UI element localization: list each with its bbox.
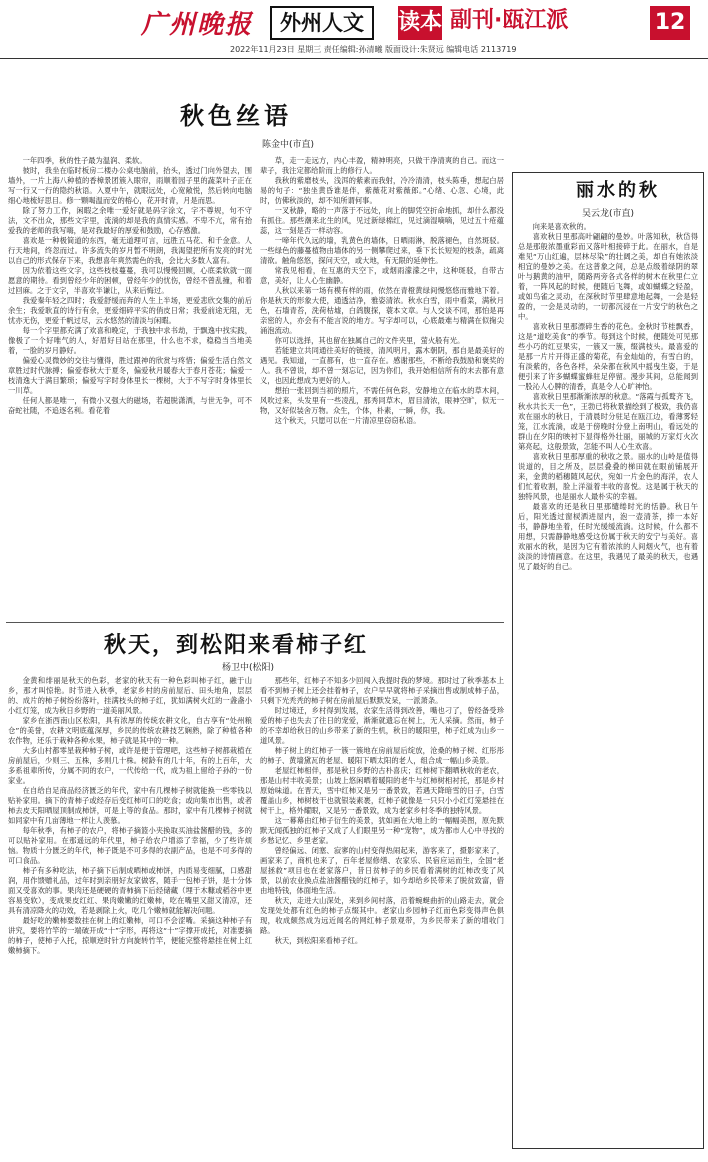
paragraph: 喜欢是一种极简道的东西，毫无道理可言，远胜五马花、和千金意。人行天地间，终忽而过。许多流失的岁月暂不明朗，我渴望把所有发亮的时光以自己的形式保存下来，我想喜年爽然需色的我，会比大多数人富有。 [8, 236, 252, 265]
article1-byline: 陈金中(市直) [262, 140, 315, 150]
article2-column-1 [8, 676, 252, 1154]
paragraph: 除了努力工作，闲暇之余唯一爱好就是码字涂文，字不尊规，句不守法，文不出众，那些文字里，流淌的却是我的真情实感。不卑不亢，常有抬爱我的老师的我写嗨，是对我最好的厚爱和鼓励，心存感激。 [8, 206, 252, 235]
paragraph: 大多山村都零星栽种柿子树，或许是便于管理吧，这些柿子树都栽植在房前屋后，少则三、五株，多则几十株。树龄有的几十年，有的上百年，大多系祖辈所传，分属不同的农户，一代传给一代，成为祖上留给子孙的一份家业。 [8, 746, 252, 785]
paragraph: 老屋红柿相伴，那是秋日乡野的古朴喜庆；红柿树下翻晒秋收的老农，那是山村丰收美景；山坡上悠闲晒着暖阳的老牛与红柿树相衬托，那是乡村原始味道。在晋天，雪中红柿又是另一番景致，若遇天降暗雪的日子，白雪覆盖山乡，柿树枝干也就银装素裹，红柿子就像是一只只小小红灯笼悬挂在树干上，格外耀眼，又是另一番景致，成为老家乡村冬季的独特风景。 [260, 766, 504, 815]
paragraph: 喜欢秋日里那厚重的秋收之景。丽水的山岭是值得说道的，目之所及，层层叠叠的梯田就在眼前铺展开来，金黄的稻穗随风起伏，宛如一片金色的海洋，农人们忙着收割，脸上洋溢着丰收的喜悦。这是属于秋天的独特风景，也是丽水人最朴实的幸福。 [518, 452, 698, 501]
newspaper-brand: 广州晚报 [141, 10, 254, 40]
paragraph: 彼时，我坐在临时板房二楼办公桌电脑前，抬头，透过门向外望去，围墙外，一片上海八种植的香樟景团簇入眼帘，雨顺着园子里的蔬菜叶子正在写一行又一行的隐约秋语。入夏中午，就眼远处，心宽敞悦，然后转向电脑细心地梳好思目。修一颗喝温而安的榕心，花开时青，月是而思。 [8, 166, 252, 205]
paragraph: 偏爱心灵微妙的交往与懂得，胜过跟神的欣赏与疼惜；偏爱生活白然文章胜过时代脉搏；偏爱春秋大于夏冬，偏爱秋月暖春大于春月苍花；偏爱一枝清逸大于满目繁琐；偏爱写字时身体里长一棵树，大于不写字时身体里长一川草。 [8, 356, 252, 395]
paragraph: 秋天，到松阳来看柿子红。 [274, 936, 363, 945]
paragraph: 最喜欢的还是秋日里那缱绻时光的恬静。秋日午后，阳光透过窗棂洒进屋内，泡一壶清茶，捧一本好书，静静地坐着，任时光缓缓流淌。这时候，什么都不用想，只需静静地感受这份属于秋天的安宁与美好。喜欢丽水的秋，是因为它有着浓浓的人间烟火气，也有着淡淡的诗情画意。在这里，我遇见了最美的秋天，也遇见了最好的自己。 [518, 502, 698, 571]
paragraph: 我秋的紫磨枝头，浅洱的紫素而我射，冷冷清清，枝头陈垂，想起白居易的句子：“独坐黄昏谁是伴，紫薇花对紫薇郎。”心绪、心忽、心境，此时，仿佛秋淡的，却不知所谓何事。 [260, 176, 504, 205]
masthead [0, 0, 708, 44]
paragraph: 每一个字里都充满了欢喜和晚定，于我独中求书劫，于飘逸中找实践，像极了一个好唯气的人，好眉好目站在那里，什么也不求，稳稳当当地美着，一脸的岁月静好。 [8, 326, 252, 355]
paragraph: 想拍一张回到当初的照片，不需任何色彩，安静地立在临水的草木间，风吹过来，头发里有一些凌乱，那秀同草木，眉目清浓，眼神空旷，似无一物，又好似装舍万物。众生，个体，朴素，一瞬，你，我。 [260, 386, 504, 415]
paragraph: 人秋以来第一场有模有样的雨，依然在青橙黄绿间慢悠悠而雅地下着。你是秋天的形象大使，通透洁净，雅姿清浓。秋水白雪，雨中看菜，满秋月色，石墙青苔，洗荷枯墟，白鸽腹探，蓑本文章。与人交谈不同，那怕是再亲密的人，亦会有不能言说的地方。写字却可以，心底最难与精满在似掬尖涌泡流动。 [260, 286, 504, 335]
article1-column-1 [8, 156, 252, 616]
paragraph: 喜欢秋日里那漂碎生香的花色。金秋时节桂飘香，这是“道吃美食”的季节。每到这个时候，便随处可见那些小巧的红豆果实，一簇又一簇，缀满枝头。最喜爱的是那一片片开得正盛的菊花，有金灿灿的，有雪白的，有淡紫的，各色各样，朵朵都在秋风中摇曳生姿，于是便引来了许多蝴蝶蜜蜂驻足停留。漫步其间，总能闻到一股沁人心脾的清香，真是令人心旷神怡。 [518, 322, 698, 391]
paragraph: 任何人都是唯一，有微小又强大的磁场，若超脱潇洒，与世无争，可不奋蛇社随，不追逐名利。看花着 [8, 396, 252, 415]
article3-byline: 吴云龙(市直) [582, 209, 635, 219]
paragraph: 曾经偏远、闭塞、寂寥的山村变得热闹起来，游客来了，摄影家来了，画家来了，商机也来了，百年老屋修缮、农家乐、民宿应运而生，全国“老屋拯救”项目也在老家落户，昔日贫柿子的乡民看着满树的红柿改变了风景，以前农业换点盐油酱醋钱的红柿子，如今却给乡民带来了脱贫致富，借由地特钱，体面地生活。 [260, 846, 504, 895]
paragraph: 那些年，红柿子不知多少回闯入我提时我的梦境。那时过了秋季基本上看不到柿子树上还会挂着柿子，农户早早就将柿子采摘出售或制成柿子品，只剩下光秃秃的柿子树在房前屋后默默发呆，一派萧条。 [260, 676, 504, 705]
paragraph: 我爱秦年轻之四时；我爱舒缓而奔的人生上半场，更爱悲欣交集的前后余生；我爱耿直的诗行有余，更爱细碎平实的俏皮日常；我爱前途无阻，无忧亦无伤，更爱千帆过尽，云水悠然的清淡与闲暇。 [8, 296, 252, 325]
article3-body [518, 222, 698, 1142]
page-number: 12 [650, 6, 690, 40]
section-supplement: 副刊·瓯江派 [450, 8, 569, 33]
header-rule [0, 58, 708, 59]
paragraph: 喜欢秋日里那渐渐浓厚的秋意。“落霞与孤鹜齐飞，秋水共长天一色”，王勃已将秋景描绘到了极致，我仍喜欢在丽水的秋日，于清晨时分驻足在瓯江边，看薄雾轻笼，江水流淌，或是于傍晚时分登上南明山，看远处的群山在夕阳的映衬下显得格外壮丽，丽城的万家灯火次第亮起，这般景致，怎能不叫人心生欢喜。 [518, 392, 698, 451]
issue-meta: 2022年11月23日 星期三 责任编辑:孙清曦 版面设计:朱贤远 编辑电话 2113719 [230, 45, 517, 54]
paragraph: 草，走一走远方，内心丰盈，精神明亮，只做干净清爽的自己。而这一辈子，我注定都给阶而上的修行人。 [260, 156, 504, 175]
paragraph: 家乡在浙西南山区松阳，具有浓厚的传统农耕文化，自古享有“处州粮仓”的美誉，农耕文明底蕴深厚，乡民的传统农耕技艺娴熟，除了种植各种农作物，还乐于栽种各种水果，柿子就是其中的一种。 [8, 716, 252, 745]
paragraph: 因为依着这些文字，这些枝枝蔓蔓，我可以慢慢回顾，心底柔软就一面愿意的期待。看到曾经少年的困顿，曾经年少的忧伤，曾经不曾乱撞，和着过回麻。之于文字，半喜欢半谦让，从来后悔过。 [8, 266, 252, 295]
paragraph: 在自给自足商品经济匮乏的年代，家中有几棵柿子树就能换一些零钱以贴补家用。摘下的青柿子或经存后变红柿可口的吃食；或向集市出售，或者柿去皮天阳晒屋顶制成柿饼，可是上等的食品。那时，家中有几棵柿子树就如同家中有几亩薄地一样让人羡慕。 [8, 786, 252, 825]
article1-column-2 [260, 156, 504, 616]
paragraph: 喜欢秋日里那高叶翩翩的曼妙。叶落知秋，秋岱得总是那般浓墨重彩而又落叶相接碎于此。在丽水，自是难见“万山红遍，层林尽染”的壮阔之美，却自有她浓淡相宜的曼妙之美。在这普象之间，总是点级着绿阴的翠叶与鹅黄的油甲，随路两旁各式各样的树木在秋里仁立着，一阵风起的时候，便随后飞舞，或如蝴蝶之轻盈，或如鸟雀之灵动，在深秋时节里肆意地起舞，一会是轻盈的，一会是灵动的，一切都沉浸在一片安宁的秋色之中。 [518, 232, 698, 321]
article2-column-2 [260, 676, 504, 1154]
paragraph: 最好吃的嫩柿要数挂在树上的红嫩柿，可口不会涩嘴。采摘这种柿子有讲究，要将竹竿的一端破开成“十”字形，再将这“十”字撑开成托，对准要摘的柿子，使柿子入托，掠顺逆时针方向旋转竹竿，便能完整将悬挂在树上红嫩柿摘下。 [8, 916, 252, 955]
paragraph: 你可以选择，其也留在独属自己的文件夹里，萤火般有光。 [274, 336, 465, 345]
section-banner: 外州人文 [270, 6, 374, 40]
paragraph: 每年秋季，有柿子的农户，将柿子摘篮小夹换取买油盐酱醋的钱，多的可以贴补家用。在那遥远的年代里，柿子给农户增添了幸福，少了些许烦恼。物质十分匮乏的年代，柿子既是不可多得的农副产品，也是不可多得的可口食品。 [8, 826, 252, 865]
paragraph: 柿子有多种吃法，柿子摘下后制成晒柿或柿饼，内质易变细腻，口感甜润，用作馈赠礼品，过年时到亲朋好友家做客，随手一包柿子饼，是十分体面又受喜欢的事。果肉还是硬硬的青柿摘下后经储藏（埋于木糠或稻谷中更容易变软），变成果皮红红、果肉嫩嫩的红嫩柿，吃在嘴里又甜又清凉，还具有清凉降火的功效，若是剥除上火，吃几个嫩柿就能解决问题。 [8, 866, 252, 915]
article3-title: 丽水的秋 [576, 180, 660, 201]
paragraph: 一啼年代久远的墙，乳黄色的墙体，日晒雨淋，脱落褪色，自然斑驳。一些绿色的藤蔓植物由墙体的另一侧攀爬过来，垂下长长短短的枝条，疏离清欲。触角悠悠，探问天空，或大地，有无限的延伸性。 [260, 236, 504, 265]
paragraph: 这一幕幕由红柿子衍生的美景，犹如画在大地上的一幅幅美图，原先默默无闻孤独的红柿子又成了人们眼里另一种“宠物”，成为都市人心中寻找的乡愁记忆、乡里老家。 [260, 816, 504, 845]
paragraph: 若能建立共同通往美好的链接，清风明月，露木朝阴，那自是最美好的遇见。我知道，一直都有，也一直存在。感谢那些，不断给我鼓励和褒奖的人。我不曾说，却不曾一刻忘记，因为你们，我开始相信所有的末去都有意义，也因此想成为更好的人。 [260, 346, 504, 385]
paragraph: 金黄和绯丽是秋天的色彩，老家的秋天有一种色彩叫柿子红，融于山乡，那才叫惊艳。时节进入秋季，老家乡村的房前屋后、田头地角，层层的、成片的柿子树纷纷落叶，挂满枝头的柿子红，犹如满树火红的一盏盏小小红灯笼，成为秋日乡野的一道美丽风景。 [8, 676, 252, 715]
section-read-badge: 读本 [398, 6, 442, 40]
paragraph: 时过境迁，乡村得到发展，农家生活得到改善，嘴也刁了，曾经备受珍爱的柿子也失去了往日的宠爱，渐渐就遗忘在树上，无人采摘。然而，柿子的不幸却给秋日的山乡带来了新的生机，秋日的暖阳里，柿子红成为山乡一道风景。 [260, 706, 504, 745]
paragraph: 秋天，走进大山深处，来到乡间村落，沿着蜿蜒曲折的山路走去，就会发现处处都有红色的柿子点缀其中。老家山乡园柿子红而色彩变得声色俱现，收成颇然成为远近闻名的网红柿子景观带，为乡民带来了新的增收门路。 [260, 896, 504, 935]
article-divider [6, 622, 504, 623]
paragraph: 一年四季，秋的性子最为温润、柔软。 [22, 156, 147, 165]
paragraph: 向来是喜欢秋的。 [532, 222, 591, 231]
article1-title: 秋色丝语 [180, 101, 292, 130]
paragraph: 一叉秋静，略的一声落于不远处，向上的脚凭空折命地抓，却什么都没有抓住。那些潮来北生的风，见过新绿棉红，见过滴湿嘀嘀，见过五十疮蕴蕊，这一刻是否一样动容。 [260, 206, 504, 235]
paragraph: 柿子树上的红柿子一簇一簇地在房前屋后绽放，沧桑的柿子树、红彤彤的柿子、黄墙黛瓦的老屋、暖阳下晒太阳的老人，组合成一幅山乡美景。 [260, 746, 504, 765]
article2-title: 秋天，到松阳来看柿子红 [104, 632, 369, 658]
paragraph: 这个秋天，只愿可以在一片清凉里窃窃私语。 [274, 416, 421, 425]
paragraph: 常我见相看，在互惠的天空下，或烟雨濛濛之中，这种斑驳，自带古意，美好，让人心生幽静。 [260, 266, 504, 285]
article2-byline: 杨卫中(松阳) [222, 663, 275, 673]
